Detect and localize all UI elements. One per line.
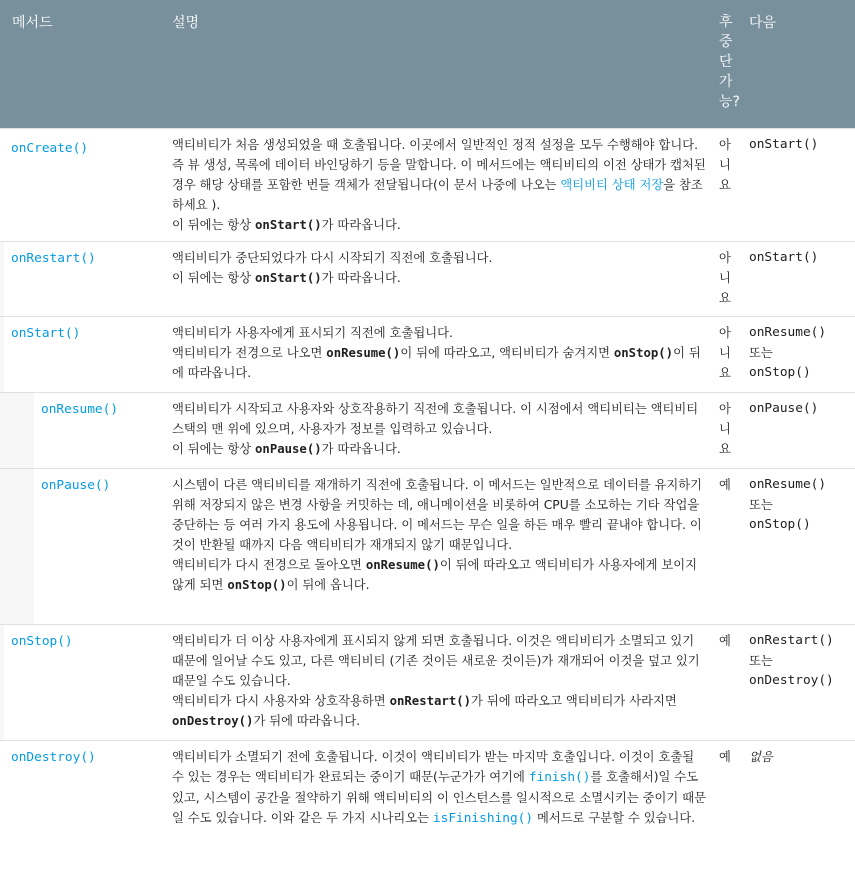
description-followup — [172, 691, 707, 731]
indent-spacer — [4, 392, 34, 468]
description-text-part: 이 뒤에는 항상 — [172, 270, 256, 285]
description-cell — [164, 624, 715, 740]
indent-spacer — [4, 468, 34, 624]
next-cell — [747, 468, 855, 624]
header-killable — [715, 0, 747, 128]
next-value: onStop() — [749, 516, 811, 532]
table-row — [0, 392, 855, 468]
next-value: onRestart() — [749, 632, 834, 648]
description-text-part: 이 뒤에 따라옵니다. — [172, 345, 701, 380]
description-followup — [172, 439, 707, 459]
description-cell — [164, 468, 715, 624]
description-text: 액티비티가 시작되고 사용자와 상호작용하기 직전에 호출됩니다. 이 시점에서 액티비티는 액티비티 스택의 맨 위에 있으며, 사용자가 정보를 입력하고 있습니다. — [172, 401, 699, 436]
description-text-part: 이 뒤에 따라오고 액티비티가 사용자에게 보이지 않게 되면 — [172, 557, 698, 592]
description-followup — [172, 555, 707, 595]
description-text-part: 을 참조하세요 ). — [172, 177, 703, 212]
next-cell — [747, 241, 855, 316]
killable-value: 아니요 — [719, 250, 731, 305]
description-text-part: 가 따라옵니다. — [321, 217, 401, 232]
killable-value: 예 — [719, 633, 731, 648]
description-text-part: 이 뒤에는 항상 — [172, 441, 256, 456]
next-or-label: 또는 — [749, 497, 773, 512]
inline-code: onPause() — [255, 441, 322, 456]
next-or-label: 또는 — [749, 653, 773, 668]
description-text: 액티비티가 중단되었다가 다시 시작되기 직전에 호출됩니다. — [172, 250, 493, 265]
inline-code: onResume() — [365, 557, 440, 572]
description-text: 액티비티가 사용자에게 표시되기 직전에 호출됩니다. — [172, 325, 453, 340]
header-killable-label: 후중단가능? — [719, 14, 740, 110]
killable-cell — [715, 316, 747, 392]
description-text-part: 가 뒤에 따라옵니다. — [253, 713, 361, 728]
killable-cell — [715, 624, 747, 740]
method-oncreate-link[interactable]: onCreate() — [11, 140, 89, 156]
killable-cell — [715, 241, 747, 316]
table-row — [0, 128, 855, 241]
next-value: onResume() — [749, 324, 827, 340]
killable-cell — [715, 468, 747, 624]
method-onresume-link[interactable]: onResume() — [41, 401, 119, 417]
method-onpause-link[interactable]: onPause() — [41, 477, 111, 493]
next-value: onResume() — [749, 476, 827, 492]
killable-value: 예 — [719, 477, 731, 492]
next-cell — [747, 316, 855, 392]
method-cell — [4, 316, 164, 392]
next-cell — [747, 624, 855, 740]
next-cell — [747, 128, 855, 241]
description-text-part: 액티비티가 다시 전경으로 돌아오면 — [172, 557, 366, 572]
description-text — [172, 135, 707, 215]
next-cell — [747, 392, 855, 468]
isfinishing-link[interactable]: isFinishing() — [432, 810, 534, 826]
inline-code: onRestart() — [389, 693, 472, 708]
description-cell — [164, 740, 715, 835]
method-cell — [4, 624, 164, 740]
killable-value: 아니요 — [719, 401, 731, 456]
description-cell — [164, 128, 715, 241]
killable-value: 아니요 — [719, 325, 731, 380]
killable-cell — [715, 740, 747, 835]
description-text-part: 액티비티가 전경으로 나오면 — [172, 345, 327, 360]
description-text-part: 가 뒤에 따라오고 액티비티가 사라지면 — [471, 693, 677, 708]
inline-code: onStart() — [255, 270, 322, 285]
save-state-link[interactable]: 액티비티 상태 저장 — [560, 177, 664, 192]
description-text-part: 이 뒤에 따라오고, 액티비티가 숨겨지면 — [400, 345, 614, 360]
method-cell — [34, 392, 164, 468]
description-text-part: 액티비티가 다시 사용자와 상호작용하면 — [172, 693, 390, 708]
killable-value: 아니요 — [719, 137, 731, 192]
inline-code: onStop() — [227, 577, 287, 592]
method-onstop-link[interactable]: onStop() — [11, 633, 73, 649]
next-value: onPause() — [749, 400, 819, 416]
method-cell — [0, 740, 164, 835]
method-onrestart-link[interactable]: onRestart() — [11, 250, 96, 266]
method-cell — [34, 468, 164, 624]
inline-code: onStart() — [255, 217, 322, 232]
table-row — [0, 468, 855, 624]
description-text-part: 이 뒤에 옵니다. — [286, 577, 370, 592]
method-cell — [0, 128, 164, 241]
next-value: onDestroy() — [749, 672, 834, 688]
next-or-label: 또는 — [749, 345, 773, 360]
killable-cell — [715, 128, 747, 241]
table-row — [0, 241, 855, 316]
description-text: 시스템이 다른 액티비티를 재개하기 직전에 호출됩니다. 이 메서드는 일반적으로 데이터를 유지하기 위해 저장되지 않은 변경 사항을 커밋하는 데, 애니메이션을 비롯하여 CPU를 소모하는 기타 작업을 중단하는 등 여러 가지 용도에 사용됩니다. 이 메서드는 무슨 일을 하든 매우 빨리 끝내야 합니다. 이것이 반환될 때까지 다음 액티비티가 재개되지 않기 때문입니다. — [172, 477, 703, 552]
next-value: onStart() — [749, 136, 819, 152]
method-ondestroy-link[interactable]: onDestroy() — [11, 749, 96, 765]
header-next: 다음 — [747, 0, 855, 128]
killable-value: 예 — [719, 749, 731, 764]
table-header — [0, 0, 855, 128]
table-row — [0, 624, 855, 740]
header-method: 메서드 — [0, 0, 164, 128]
description-text-part: 가 따라옵니다. — [321, 441, 401, 456]
next-value: 없음 — [749, 749, 773, 764]
killable-cell — [715, 392, 747, 468]
description-cell — [164, 316, 715, 392]
description-text-part: 이 뒤에는 항상 — [172, 217, 256, 232]
table-row — [0, 316, 855, 392]
description-text-part: 가 따라옵니다. — [321, 270, 401, 285]
description-followup — [172, 343, 707, 383]
finish-link[interactable]: finish() — [528, 769, 591, 785]
method-cell — [4, 241, 164, 316]
next-value: onStop() — [749, 364, 811, 380]
inline-code: onResume() — [326, 345, 401, 360]
method-onstart-link[interactable]: onStart() — [11, 325, 81, 341]
inline-code: onStop() — [613, 345, 674, 360]
description-text-part: 메서드로 구분할 수 있습니다. — [533, 810, 696, 825]
description-cell — [164, 241, 715, 316]
description-text-part: 액티비티가 처음 생성되었을 때 호출됩니다. 이곳에서 일반적인 정적 설정을 모두 수행해야 합니다. 즉 뷰 생성, 목록에 데이터 바인딩하기 등을 말합니다. 이 메서드에는 액티비티의 이전 상태가 캡처된 경우 해당 상태를 포함한 번들 객체가 전달됩니다(이 문서 나중에 나오는 — [172, 137, 706, 192]
description-text-part: 액티비티가 소멸되기 전에 호출됩니다. 이것이 액티비티가 받는 마지막 호출입니다. 이것이 호출될 수 있는 경우는 액티비티가 완료되는 중이기 때문(누군가가 여기에 — [172, 749, 695, 784]
description-cell — [164, 392, 715, 468]
description-followup — [172, 268, 707, 288]
header-description: 설명 — [164, 0, 715, 128]
next-cell — [747, 740, 855, 835]
table-row — [0, 740, 855, 835]
description-text: 액티비티가 더 이상 사용자에게 표시되지 않게 되면 호출됩니다. 이것은 액티비티가 소멸되고 있기 때문에 일어날 수도 있고, 다른 액티비티 (기존 것이든 새로운 것이든)가 재개되어 이것을 덮고 있기 때문일 수도 있습니다. — [172, 633, 700, 688]
description-text-part: 를 호출해서)일 수도 있고, 시스템이 공간을 절약하기 위해 액티비티의 이 인스턴스를 일시적으로 소멸시키는 중이기 때문일 수도 있습니다. 이와 같은 두 가지 시나리오는 — [172, 769, 706, 825]
inline-code: onDestroy() — [172, 713, 254, 728]
description-followup — [172, 215, 707, 235]
description-text — [172, 747, 707, 829]
next-value: onStart() — [749, 249, 819, 265]
